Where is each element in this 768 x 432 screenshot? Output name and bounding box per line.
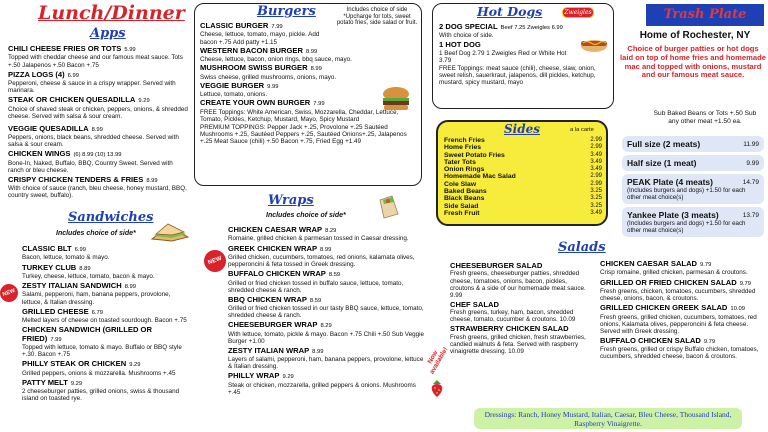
menu-item: CHICKEN CAESAR SALAD 9.79 Crisp romaine, grilled chicken, parmesan & croutons. bbox=[600, 259, 748, 277]
plate-option: Yankee Plate (3 meats) 13.79 (Includes burgers and dogs) +1.50 for each other meat choice(s) bbox=[622, 207, 764, 237]
plate-option: Half size (1 meat) 9.99 bbox=[622, 155, 764, 171]
menu-item: WESTERN BACON BURGER 8.99 Cheese, lettuce, bacon, onion rings, bbq sauce, mayo. bbox=[200, 45, 352, 63]
hotdogs-panel bbox=[432, 3, 614, 109]
side-item: Homemade Mac Salad 2.99 bbox=[444, 173, 602, 181]
side-item: Fresh Fruit 3.49 bbox=[444, 209, 602, 217]
strawberry-illustration bbox=[428, 378, 446, 398]
menu-item: GREEK CHICKEN WRAP 8.99 Grilled chicken, cucumbers, tomatoes, red onions, kalamata olives, pepperoncini & feta tossed in Greek dressing. bbox=[228, 243, 415, 268]
hotdogs-list bbox=[439, 23, 611, 86]
wraps-list bbox=[228, 226, 428, 398]
menu-item: 2 DOG SPECIAL Beef 7.25 Zweigles 6.99 With choice of side. bbox=[439, 22, 563, 40]
zweigles-logo: Zweigles bbox=[562, 7, 594, 18]
side-item: Side Salad 3.25 bbox=[444, 202, 602, 210]
menu-item: GRILLED CHEESE 6.79 Melted layers of cheese on toasted sourdough. Bacon +.75 bbox=[22, 306, 187, 324]
new-badge: NEW bbox=[201, 247, 229, 275]
salads-heading: Salads bbox=[558, 240, 606, 255]
side-item: Cole Slaw 2.99 bbox=[444, 180, 602, 188]
menu-item: BUFFALO CHICKEN SALAD 9.79 Fresh greens, grilled or crispy Buffalo chicken, tomatoes, cucumbers, shredded cheese, bacon & croutons. bbox=[600, 335, 759, 361]
apps-list bbox=[8, 45, 188, 202]
page-title: Lunch/Dinner bbox=[38, 2, 185, 24]
menu-item: CHEESEBURGER SALAD Fresh greens, cheeseburger patties, shredded cheese, tomatoes, onions, bacon, pickles, croutons & a side of our homemade meat sauce. 9.99 bbox=[450, 261, 586, 299]
menu-item: PIZZA LOGS (4) 6.99 Pepperoni, cheese & sauce in a crispy wrapper. Served with marinara. bbox=[8, 69, 176, 95]
menu-item: BBQ CHICKEN WRAP 8.59 Grilled or fried chicken tossed in our tasty BBQ sauce, lettuce, tomato, shredded cheese & ranch. bbox=[228, 294, 424, 320]
menu-item: TURKEY CLUB 8.89 Turkey, cheese, lettuce, tomato, bacon & mayo. bbox=[22, 262, 155, 280]
menu-item: CHILI CHEESE FRIES OR TOTS 5.99 Topped with cheddar cheese and our famous meat sauce. Tots +.50 Jalapenos +.50 Bacon +.75 bbox=[8, 44, 183, 69]
burgers-note: Includes choice of side *Upcharge for tots, sweet potato fries, side salad or fruit. bbox=[336, 7, 418, 27]
menu-item: GRILLED CHICKEN GREEK SALAD 10.09 Fresh greens, grilled chicken, cucumbers, tomatoes, red onions, Kalamata olives, pepperoncini & feta cheese. Served with Greek dressing. bbox=[600, 303, 757, 335]
menu-item: CHEESEBURGER WRAP 8.29 With lettuce, tomato, pickle & mayo. Bacon +.75 Chili +.50 Sub Veggie Burger +1.00 bbox=[228, 320, 425, 345]
menu-item: BUFFALO CHICKEN WRAP 8.59 Grilled or fried chicken tossed in buffalo sauce, lettuce, tomato, shredded cheese & ranch. bbox=[228, 269, 404, 294]
sides-note: a la carte bbox=[570, 127, 594, 133]
menu-item: CHEF SALAD Fresh greens, turkey, ham, bacon, shredded cheese, tomato, cucumber & croutons. 10.09 bbox=[450, 299, 576, 324]
side-item: Tater Tots 3.49 bbox=[444, 158, 602, 166]
trash-plate-subheading: Home of Rochester, NY bbox=[639, 30, 751, 41]
menu-item: CLASSIC BLT 6.99 Bacon, lettuce, tomato & mayo. bbox=[22, 244, 110, 262]
menu-item: CHICKEN WINGS (6) 8.99 (10) 13.99 Bone-In, Naked, Buffalo, BBQ, Country Sweet. Served with ranch or bleu cheese. bbox=[8, 149, 173, 174]
sides-heading: Sides bbox=[504, 122, 541, 136]
menu-item: MUSHROOM SWISS BURGER 8.99 Swiss cheese, grilled mushrooms, onions, mayo. bbox=[200, 63, 337, 81]
menu-item: STEAK OR CHICKEN QUESADILLA 9.29 Choice of shaved steak or chicken, peppers, onions, & shredded cheese. Served with salsa & sour cream. bbox=[8, 95, 188, 120]
menu-item: 1 HOT DOG 1 Beef Dog 2.79 1 Zweigles Red or White Hot 3.79 bbox=[439, 39, 567, 64]
menu-item: GRILLED OR FRIED CHICKEN SALAD 9.79 Fresh greens, chicken, tomatoes, cucumbers, shredded cheese, onions, bacon, & croutons. bbox=[600, 277, 756, 302]
side-item: Sweet Potato Fries 3.49 bbox=[444, 151, 602, 159]
dressings-bar: Dressings: Ranch, Honey Mustard, Italian, Caesar, Bleu Cheese, Thousand Island, Raspberry Vinaigrette. bbox=[474, 408, 742, 429]
menu-item: CHICKEN SANDWICH (GRILLED OR FRIED) 7.99 Topped with lettuce, tomato & mayo. Buffalo or BBQ style +.30. Bacon +.75 bbox=[22, 325, 182, 358]
hotdogs-heading: Hot Dogs bbox=[477, 4, 543, 19]
sandwiches-subtitle: Includes choice of side* bbox=[56, 230, 136, 237]
menu-item: ZESTY ITALIAN WRAP 8.99 Layers of salami, pepperoni, ham, banana peppers, provolone, lettuce & Italian dressing. bbox=[228, 345, 424, 371]
menu-item: PHILLY STEAK OR CHICKEN 9.29 Grilled peppers, onions & mozzarella. Mushrooms +.45 bbox=[22, 359, 176, 377]
menu-item: ZESTY ITALIAN SANDWICH 8.99 Salami, pepperoni, ham, banana peppers, provolone, lettuce, & Italian dressing. bbox=[22, 281, 171, 306]
menu-item: CLASSIC BURGER 7.99 Cheese, lettuce, tomato, mayo, pickle. Add bacon +.75 Add patty +1.15 bbox=[200, 21, 320, 46]
side-item: Home Fries 2.99 bbox=[444, 144, 602, 152]
sides-panel bbox=[436, 120, 608, 226]
premium-toppings: PREMIUM TOPPINGS: Pepper Jack +.25, Provolone +.25 Sautéed Mushrooms +.25, Sautéed Peppers +.25, Sautéed Onions+.25, Jalapenos +.25 Meat Sauce (chili) +.50 Bacon +.75, Fried Egg +1.49 bbox=[200, 123, 407, 145]
burgers-list bbox=[200, 22, 418, 145]
wrap-illustration bbox=[378, 194, 402, 220]
trash-plate-options bbox=[622, 136, 764, 237]
menu-item: VEGGIE BURGER 9.99 Lettuce, tomato, onions. bbox=[200, 80, 279, 98]
now-available-label: Now available! bbox=[426, 346, 450, 376]
menu-item: VEGGIE QUESADILLA 8.99 Peppers, onions, black beans, shredded cheese. Served with salsa & sour cream. bbox=[8, 123, 179, 149]
trash-plate-sub-note: Sub Baked Beans or Tots +.50 Sub any other meat +1.50 ea. bbox=[653, 110, 757, 125]
side-item: Black Beans 3.25 bbox=[444, 195, 602, 203]
sides-list bbox=[444, 137, 602, 217]
side-item: Onion Rings 3.49 bbox=[444, 166, 602, 174]
menu-item: PHILLY WRAP 9.29 Steak or chicken, mozzarella, grilled peppers & onions. Mushrooms +.45 bbox=[228, 371, 416, 396]
wraps-heading: Wraps bbox=[268, 193, 314, 208]
menu-item: CRISPY CHICKEN TENDERS & FRIES 8.99 With choice of sauce (ranch, bleu cheese, honey mustard, BBQ, country sweet, buffalo). bbox=[8, 174, 187, 200]
menu-item: CHICKEN CAESAR WRAP 8.29 Romaine, grilled chicken & parmesan tossed in Caesar dressing. bbox=[228, 225, 409, 243]
sandwiches-list bbox=[22, 245, 192, 404]
side-item: Baked Beans 3.25 bbox=[444, 188, 602, 196]
menu-item: CREATE YOUR OWN BURGER 7.99 FREE Toppings: White American, Swiss, Mozzarella, Cheddar, Lettuce, Tomato, Pickles, Ketchup, Mustard, Mayo, Spicy Mustard bbox=[200, 98, 399, 123]
sandwiches-heading: Sandwiches bbox=[68, 210, 154, 225]
menu-item: PATTY MELT 9.29 2 cheeseburger patties, grilled onions, swiss & thousand island on toasted rye. bbox=[22, 377, 180, 403]
trash-plate-desc: Choice of burger patties or hot dogs laid on top of home fries and homemade mac and topped with onions, mustard and our famous meat sauce. bbox=[620, 44, 766, 80]
sandwich-illustration bbox=[150, 223, 190, 243]
trash-plate-heading: Trash Plate bbox=[663, 7, 747, 22]
menu-item: STRAWBERRY CHICKEN SALAD Fresh greens, grilled chicken, fresh strawberries, candied walnuts & feta. Served with raspberry vinaigrette dressing. 10.09 bbox=[450, 324, 586, 355]
trash-plate-heading-box bbox=[646, 4, 764, 26]
plate-option: Full size (2 meats) 11.99 bbox=[622, 136, 764, 152]
burgers-panel bbox=[194, 3, 422, 186]
side-item: French Fries 2.99 bbox=[444, 137, 602, 144]
salads-right-list bbox=[600, 260, 764, 362]
burgers-heading: Burgers bbox=[257, 4, 316, 19]
hotdog-toppings: FREE Toppings: meat sauce (chili), cheese, slaw, onion, sweet relish, sauerkraut, jalapenos, dill pickles, ketchup, mustard, spicy mustard, mayo bbox=[439, 65, 596, 87]
plate-option: PEAK Plate (4 meats) 14.79 (Includes burgers and dogs) +1.50 for each other meat choice(s) bbox=[622, 174, 764, 204]
apps-heading: Apps bbox=[90, 26, 126, 41]
wraps-subtitle: Includes choice of side* bbox=[266, 212, 346, 219]
new-badge: NEW bbox=[0, 281, 21, 304]
salads-left-list bbox=[450, 262, 586, 357]
